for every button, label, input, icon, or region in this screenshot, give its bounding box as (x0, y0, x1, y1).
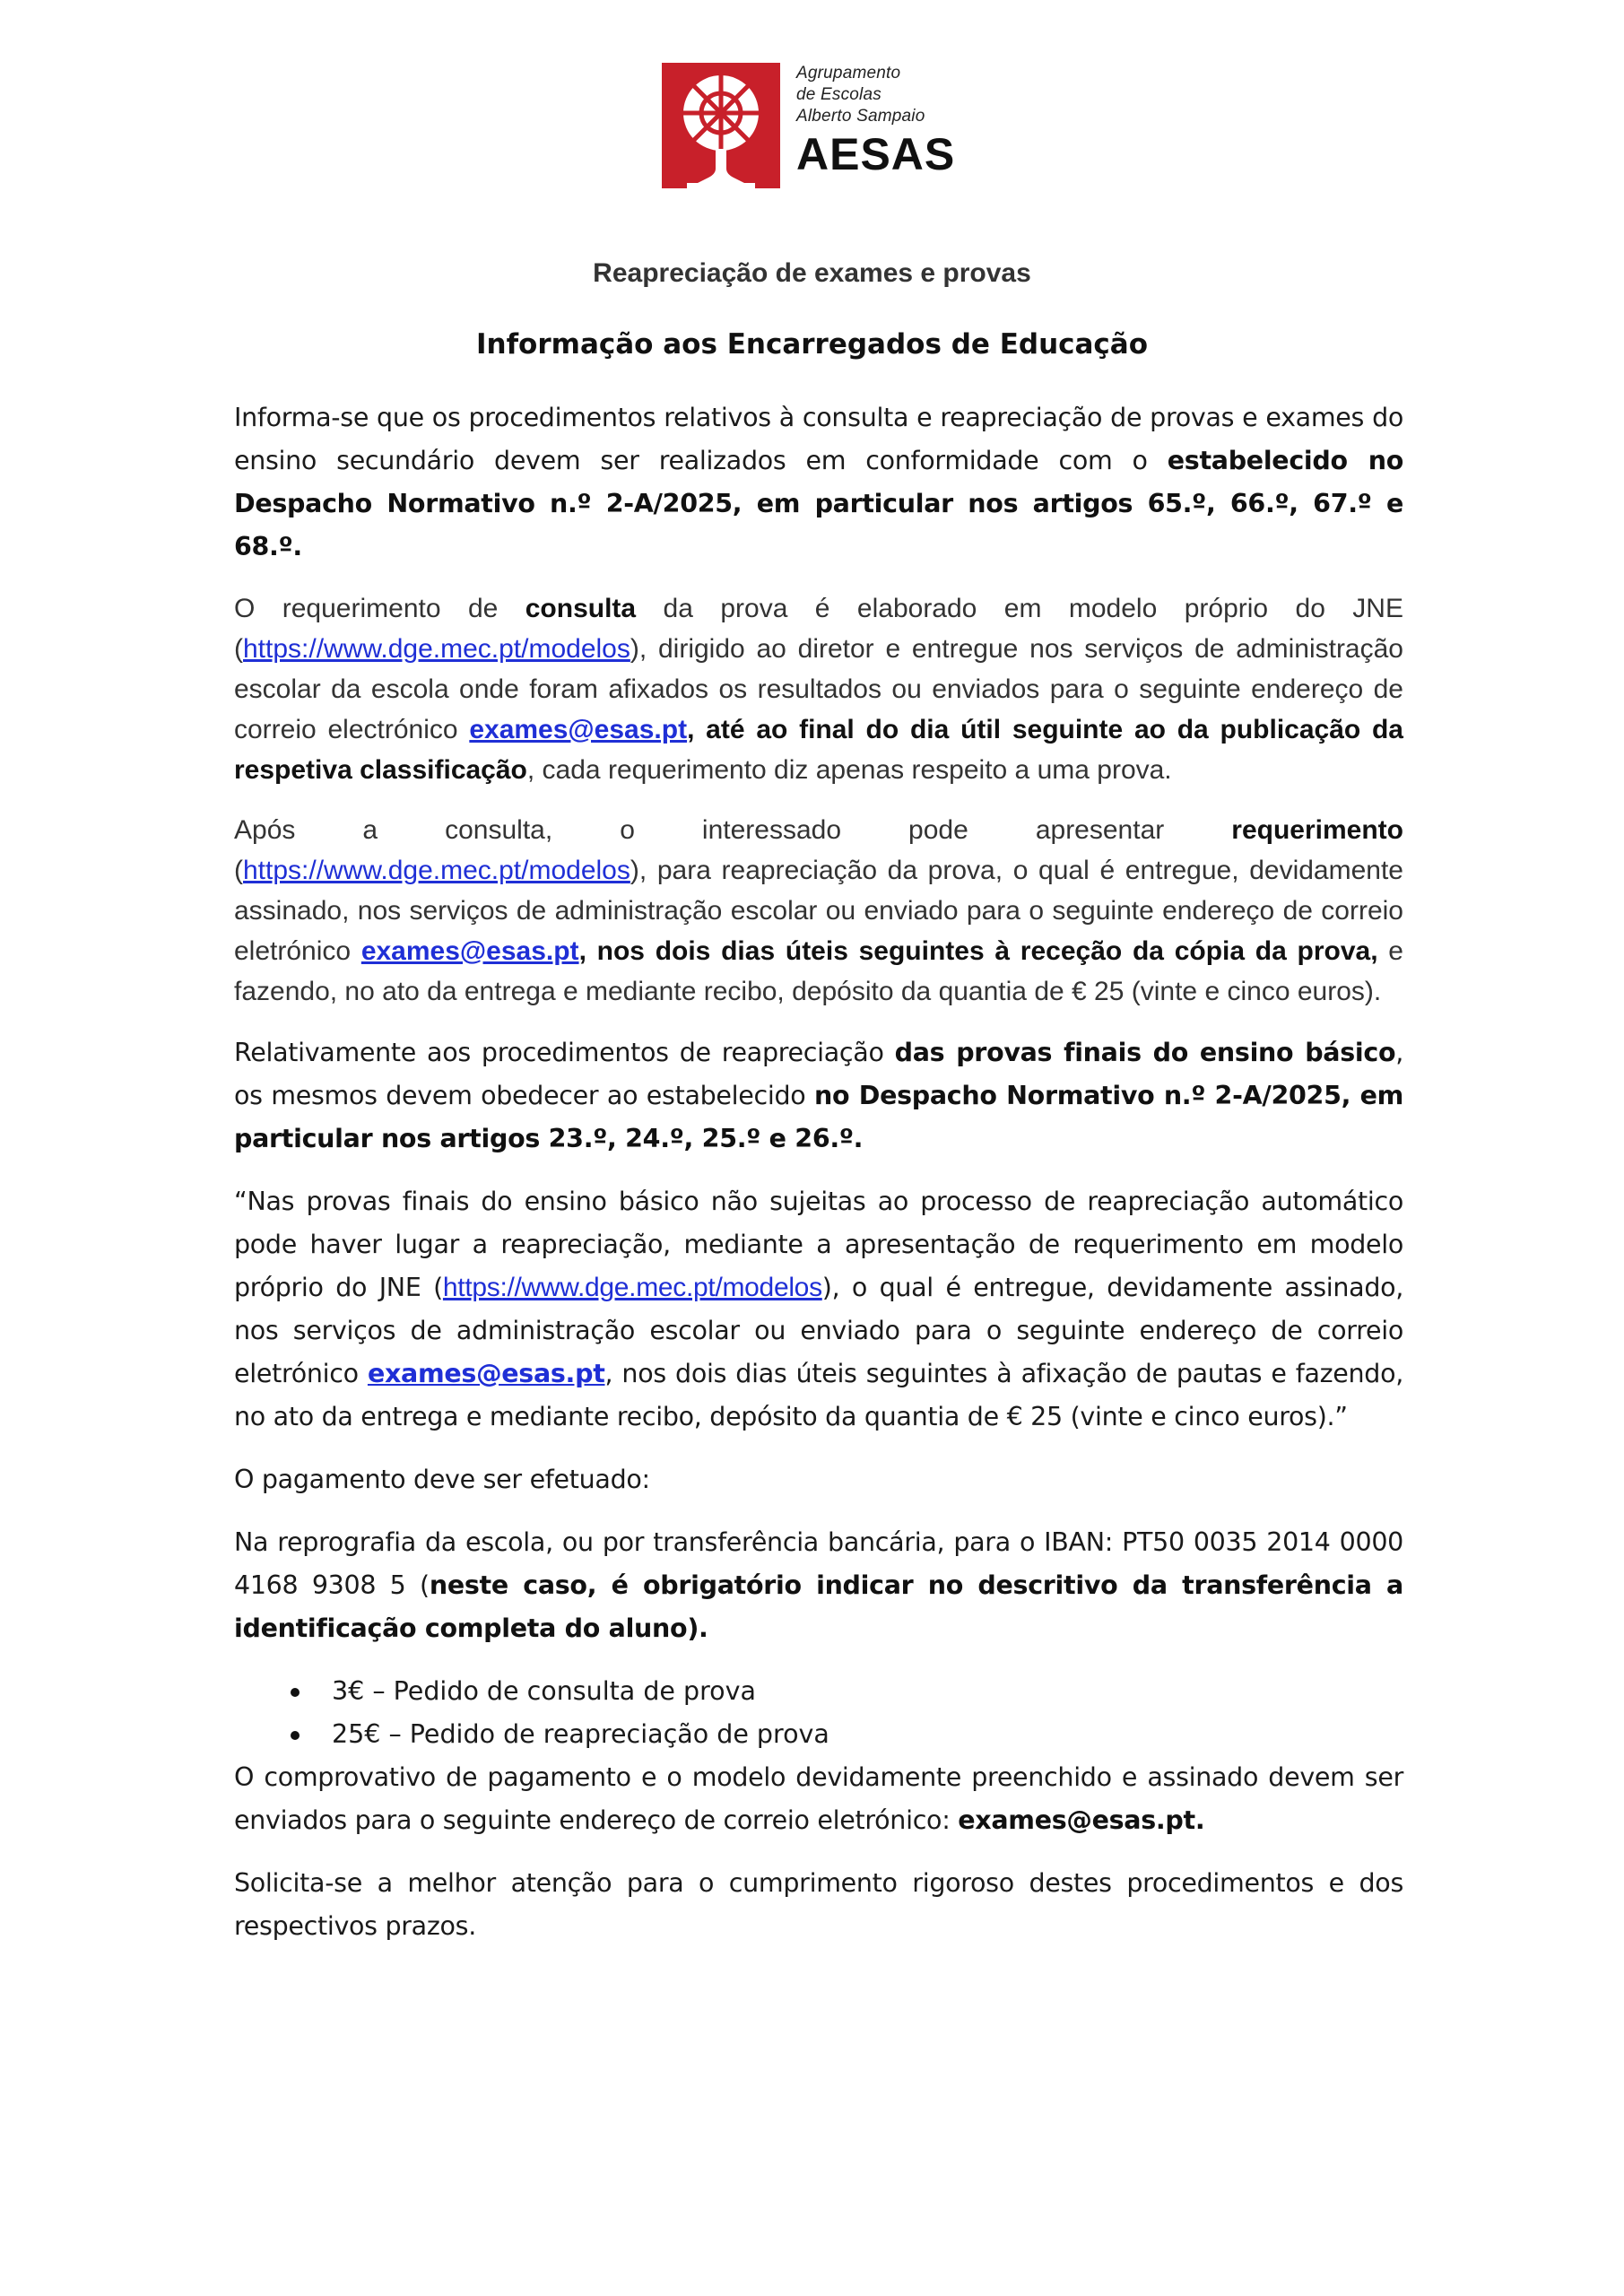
dge-modelos-link[interactable]: https://www.dge.mec.pt/modelos (243, 634, 630, 664)
logo-line-2: de Escolas (796, 85, 881, 104)
list-item-text: 25€ – Pedido de reapreciação de prova (332, 1719, 829, 1749)
text: , os mesmos devem obedecer ao estabelecido (234, 1038, 1403, 1110)
paragraph-comprovativo (234, 1756, 1403, 1842)
document-subtitle: Informação aos Encarregados de Educação (475, 328, 1149, 361)
paragraph-quote (234, 1180, 1403, 1439)
text: Relativamente aos procedimentos de reapreciação (234, 1038, 895, 1067)
paragraph-intro (234, 396, 1403, 569)
text: O comprovativo de pagamento e o modelo devidamente preenchido e assinado devem ser enviados para o seguinte endereço de correio eletrónico: (234, 1762, 1403, 1835)
text: O requerimento de (234, 594, 525, 623)
paragraph-consulta (234, 588, 1403, 790)
logo-brand: AESAS (796, 129, 956, 179)
text: , cada requerimento diz apenas respeito a uma prova. (526, 755, 1172, 785)
paragraph-reapreciacao (234, 810, 1403, 1012)
paragraph-pagamento: O pagamento deve ser efetuado: (234, 1465, 650, 1494)
logo-line-3: Alberto Sampaio (796, 107, 925, 126)
bold-text: no Despacho Normativo n.º 2-A/2025, em particular nos artigos 23.º, 24.º, 25.º e 26.º. (234, 1081, 1404, 1153)
bold-text: neste caso, é obrigatório indicar no descritivo da transferência a identificação completa do aluno). (234, 1570, 1403, 1643)
text: ), dirigido ao diretor e entregue nos serviços de administração escolar da escola onde foram afixados os resultados ou enviados para o seguinte endereço de correio electrónico (234, 634, 1403, 744)
bullet-icon (291, 1731, 300, 1740)
text: Após a consulta, o interessado pode apresentar (234, 815, 1232, 845)
paragraph-iban (234, 1521, 1403, 1650)
email-link[interactable]: exames@esas.pt (367, 1359, 605, 1388)
dge-modelos-link[interactable]: https://www.dge.mec.pt/modelos (243, 856, 630, 885)
bold-text: , nos dois dias úteis seguintes à receção da cópia da prova, (578, 936, 1378, 966)
logo-text-block (796, 63, 956, 179)
document-body (234, 396, 1403, 1948)
text: , nos dois dias úteis seguintes à afixação de pautas e fazendo, no ato da entrega e mediante recibo, depósito da quantia de € 25 (vinte e cinco euros).” (234, 1359, 1403, 1431)
document-title: Reapreciação de exames e provas (593, 258, 1031, 288)
list-item (234, 1713, 1403, 1756)
text: Na reprografia da escola, ou por transferência bancária, para o IBAN: PT50 0035 2014 0000 4168 9308 5 ( (234, 1527, 1403, 1600)
text: ), o qual é entregue, devidamente assinado, nos serviços de administração escolar ou enviado para o seguinte endereço de correio eletrónico (234, 1273, 1404, 1388)
logo-line-1: Agrupamento (796, 64, 901, 83)
text: Informa-se que os procedimentos relativos à consulta e reapreciação de provas e exames do ensino secundário devem ser realizados em conformidade com o (234, 403, 1403, 475)
school-logo (662, 63, 956, 188)
list-item (234, 1670, 1403, 1713)
bold-text: estabelecido no Despacho Normativo n.º 2-A/2025, em particular nos artigos 65.º, 66.º, 67.º e 68.º. (234, 446, 1403, 561)
paragraph-ensino-basico (234, 1031, 1403, 1161)
bold-text: , até ao final do dia útil seguinte ao da publicação da respetiva classificação (234, 715, 1403, 785)
text: e fazendo, no ato da entrega e mediante recibo, depósito da quantia de € 25 (vinte e cinco euros). (234, 936, 1403, 1006)
dge-modelos-link[interactable]: https://www.dge.mec.pt/modelos (442, 1273, 822, 1302)
list-item-text: 3€ – Pedido de consulta de prova (332, 1676, 756, 1706)
text: ( (234, 856, 243, 885)
bold-text: das provas finais do ensino básico (894, 1038, 1396, 1067)
email-link[interactable]: exames@esas.pt (469, 715, 688, 744)
text: ), para reapreciação da prova, o qual é entregue, devidamente assinado, nos serviços de administração escolar ou enviado para o seguinte endereço de correio eletrónico (234, 856, 1403, 966)
email-link[interactable]: exames@esas.pt (360, 936, 579, 966)
aesas-tree-logo-icon (662, 63, 780, 188)
bold-text: requerimento (1231, 815, 1403, 845)
fee-list (234, 1670, 1403, 1756)
bold-text: consulta (525, 594, 637, 623)
paragraph-closing: Solicita-se a melhor atenção para o cumprimento rigoroso destes procedimentos e dos respectivos prazos. (234, 1868, 1403, 1941)
text: da prova é elaborado em modelo próprio do JNE ( (234, 594, 1403, 664)
text: “Nas provas finais do ensino básico não sujeitas ao processo de reapreciação automático pode haver lugar a reapreciação, mediante a apresentação de requerimento em modelo próprio do JNE ( (234, 1187, 1403, 1302)
bold-text: exames@esas.pt. (958, 1805, 1205, 1835)
bullet-icon (291, 1688, 300, 1697)
